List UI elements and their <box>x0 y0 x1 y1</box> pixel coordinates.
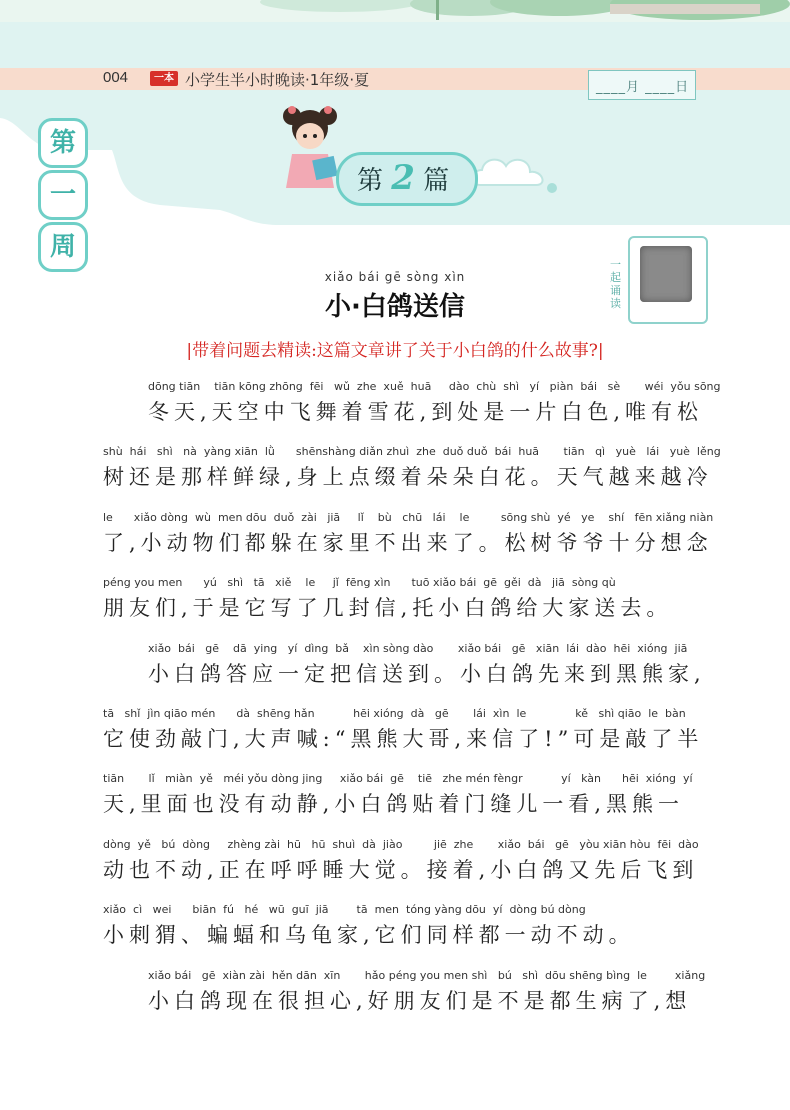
pinyin-line: dòng yě bú dòng zhèng zài hū hū shuì dà jiào jiē zhe xiǎo bái gē yòu xiān hòu fēi dào <box>103 837 699 851</box>
hanzi-line: 小白鸽现在很担心,好朋友们是不是都生病了,想 <box>148 988 692 1013</box>
qr-code[interactable] <box>640 246 692 302</box>
week-label-2: 一 <box>38 170 88 220</box>
hanzi-line: 它使劲敲门,大声喊:“黑熊大哥,来信了!”可是敲了半 <box>103 727 704 751</box>
date-field: ____月 ____日 <box>596 80 690 95</box>
hanzi-line: 小白鸽答应一定把信送到。小白鸽先来到黑熊家, <box>148 661 706 686</box>
hanzi-line: 了,小动物们都躲在家里不出来了。松树爷爷十分想念 <box>103 530 713 555</box>
section-title-prefix: 第 <box>357 166 384 196</box>
page-number: 004 <box>103 69 129 86</box>
story-title-pinyin: xiǎo bái gē sòng xìn <box>324 270 466 284</box>
reading-prompt: |带着问题去精读:这篇文章讲了关于小白鸽的什么故事?| <box>186 341 604 361</box>
hanzi-line: 动也不动,正在呼呼睡大觉。接着,小白鸽又先后飞到 <box>103 857 699 882</box>
section-title-suffix: 篇 <box>423 166 450 196</box>
brand-badge: 一本 <box>150 71 178 86</box>
qr-label: 一起诵读 <box>610 258 621 310</box>
story-title: 小·白鸽送信 <box>325 292 465 322</box>
section-number: 2 <box>391 158 415 198</box>
hanzi-line: 朋友们,于是它写了几封信,托小白鸽给大家送去。 <box>103 596 673 621</box>
pinyin-line: xiǎo cì wei biān fú hé wū guī jiā tā men tóng yàng dōu yí dòng bú dòng <box>103 903 586 917</box>
pinyin-line: xiǎo bái gē dā ying yí dìng bǎ xìn sòng dào xiǎo bái gē xiān lái dào hēi xióng jiā <box>148 641 688 655</box>
pinyin-line: xiǎo bái gē xiàn zài hěn dān xīn hǎo péng you men shì bú shì dōu shēng bìng le xiǎng <box>148 968 706 982</box>
pinyin-line: tā shǐ jìn qiāo mén dà shēng hǎn hēi xióng dà gē lái xìn le kě shì qiāo le bàn <box>103 707 686 720</box>
pinyin-line: shù hái shì nà yàng xiān lǜ shēnshàng diǎn zhuì zhe duǒ duǒ bái huā tiān qì yuè lái yuè lěng <box>103 445 721 459</box>
hanzi-line: 天,里面也没有动静,小白鸽贴着门缝儿一看,黑熊一 <box>103 792 685 817</box>
pinyin-line: dōng tiān tiān kōng zhōng fēi wǔ zhe xuě huā dào chù shì yí piàn bái sè wéi yǒu sōng <box>148 380 721 393</box>
week-label-3: 周 <box>38 222 88 272</box>
hanzi-line: 小刺猬、蝙蝠和乌龟家,它们同样都一动不动。 <box>103 923 635 948</box>
pinyin-line: le xiǎo dòng wù men dōu duǒ zài jiā lǐ bù chū lái le sōng shù yé ye shí fēn xiǎng niàn <box>103 510 714 524</box>
week-label-1: 第 <box>38 118 88 168</box>
section-title <box>357 158 449 198</box>
pinyin-line: tiān lǐ miàn yě méi yǒu dòng jing xiǎo bái gē tiē zhe mén fèngr yí kàn hēi xióng yí <box>103 772 693 786</box>
pinyin-line: péng you men yú shì tā xiě le jǐ fēng xìn tuō xiǎo bái gē gěi dà jiā sòng qù <box>103 576 616 590</box>
hanzi-line: 冬天,天空中飞舞着雪花,到处是一片白色,唯有松 <box>148 400 704 424</box>
cloud-icon <box>470 150 560 195</box>
hanzi-line: 树还是那样鲜绿,身上点缀着朵朵白花。天气越来越冷 <box>103 465 713 490</box>
book-title: 小学生半小时晚读·1年级·夏 <box>185 71 370 89</box>
